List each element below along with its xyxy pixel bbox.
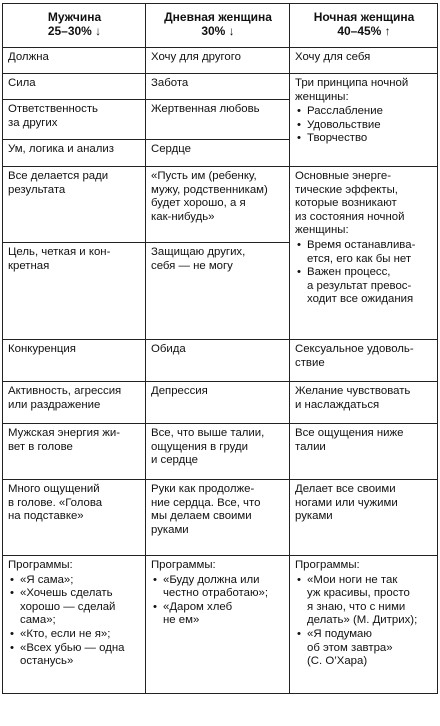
- header-title: Мужчина: [47, 10, 102, 24]
- text-line: ногами или чужими: [295, 496, 398, 509]
- cell: [3, 167, 146, 243]
- list-item-line: • «Я подумаю: [307, 627, 372, 640]
- table-row: [3, 556, 438, 694]
- table-row: [3, 167, 438, 243]
- text-line: кретная: [8, 259, 50, 272]
- text-line: результата: [8, 183, 66, 196]
- cell: [3, 382, 146, 424]
- list-item-line: честно отработаю»;: [163, 587, 269, 600]
- text-line: Хочу для себя: [295, 51, 371, 63]
- text-line: Должна: [8, 51, 49, 63]
- header-percent: 40–45% ↑: [337, 24, 391, 38]
- text-line: Сердце: [151, 143, 192, 155]
- cell: [3, 480, 146, 556]
- table-row: [3, 424, 438, 480]
- header-percent: 30% ↓: [201, 24, 235, 38]
- cell: [146, 167, 290, 243]
- cell: [3, 340, 146, 382]
- cell: [290, 424, 438, 480]
- cell: [290, 382, 438, 424]
- text-line: Активность, агрессия: [8, 385, 122, 397]
- text-line: Программы:: [295, 559, 360, 571]
- text-line: Мужская энергия жи-: [8, 427, 121, 439]
- cell: [146, 340, 290, 382]
- text-line: в голове. «Голова: [8, 496, 103, 509]
- text-line: Много ощущений: [8, 483, 100, 495]
- text-line: будет хорошо, а я: [151, 197, 246, 210]
- text-line: как-нибудь»: [151, 210, 215, 223]
- list-item-line: (С. О’Хара): [307, 655, 368, 668]
- list-item-line: • Расслабление: [307, 105, 383, 118]
- list-item: [163, 574, 285, 601]
- text-line: Программы:: [151, 559, 216, 571]
- list-item-line: • «Я сама»;: [20, 573, 74, 586]
- cell: [146, 424, 290, 480]
- text-line: или раздражение: [8, 398, 101, 411]
- cell: [146, 480, 290, 556]
- text-line: руками: [151, 523, 189, 536]
- text-line: ние сердца. Все, что: [151, 496, 261, 509]
- cell: [146, 74, 290, 100]
- list-item: [20, 574, 141, 588]
- text-line: Все ощущения ниже: [295, 427, 404, 439]
- list-item-line: • Время останавлива-: [307, 238, 416, 251]
- list-item-line: ется, его как бы нет: [307, 252, 412, 265]
- text-line: ствие: [295, 356, 325, 369]
- text-line: Три принципа ночной: [295, 77, 409, 89]
- cell: [290, 480, 438, 556]
- list-item: [20, 628, 141, 642]
- list-item: [307, 132, 433, 146]
- text-line: и сердце: [151, 454, 199, 467]
- list-item: [307, 119, 433, 133]
- cell: [146, 140, 290, 167]
- cell-programs-day: [146, 556, 290, 694]
- header-day-woman: [146, 4, 290, 48]
- list-item-line: • «Кто, если не я»;: [20, 627, 111, 640]
- cell: [146, 382, 290, 424]
- text-line: «Пусть им (ребенку,: [151, 170, 257, 182]
- table-row: [3, 74, 438, 100]
- text-line: и наслаждаться: [295, 398, 380, 411]
- text-line: Желание чувствовать: [295, 385, 411, 397]
- table-row: [3, 480, 438, 556]
- text-line: Забота: [151, 77, 189, 89]
- list-item: [20, 642, 141, 669]
- text-line: женщины:: [295, 224, 349, 237]
- text-line: Обида: [151, 343, 186, 355]
- list-item: [307, 628, 433, 669]
- list-item-line: делать» (М. Дитрих);: [307, 614, 418, 627]
- text-line: Защищаю других,: [151, 246, 246, 258]
- list-item-line: • «Даром хлеб: [163, 600, 233, 613]
- text-line: мы делаем своими: [151, 510, 252, 523]
- text-line: руками: [295, 510, 333, 523]
- list-item-line: • «Буду должна или: [163, 573, 260, 586]
- cell-effects: [290, 167, 438, 340]
- list-item-line: • Важен процесс,: [307, 266, 391, 279]
- table-row: [3, 340, 438, 382]
- list-item: [307, 105, 433, 119]
- text-line: себя — не могу: [151, 259, 233, 272]
- list-item-line: я знаю, что с ними: [307, 600, 406, 613]
- text-line: за других: [8, 116, 58, 129]
- cell: [3, 48, 146, 74]
- text-line: Основные энерге-: [295, 170, 392, 182]
- list-item-line: останусь»: [20, 655, 74, 668]
- cell: [146, 48, 290, 74]
- text-line: Цель, четкая и кон-: [8, 246, 111, 258]
- list-item: [307, 239, 433, 266]
- table-row: [3, 48, 438, 74]
- cell: [146, 100, 290, 140]
- text-line: Ответственность: [8, 103, 98, 115]
- list-item: [307, 574, 433, 628]
- list-item-line: сама»;: [20, 614, 56, 627]
- text-line: которые возникают: [295, 197, 397, 210]
- list-item-line: • Удовольствие: [307, 118, 381, 131]
- list-item: [163, 601, 285, 628]
- text-line: Конкуренция: [8, 343, 76, 355]
- comparison-table: [2, 3, 438, 694]
- text-line: тические эффекты,: [295, 183, 398, 196]
- cell: [3, 424, 146, 480]
- list-item-line: • Творчество: [307, 132, 368, 145]
- list-item-line: уж красивы, просто: [307, 587, 410, 600]
- header-title: Дневная женщина: [164, 10, 272, 24]
- cell: [3, 140, 146, 167]
- cell: [3, 100, 146, 140]
- text-line: женщины:: [295, 90, 349, 103]
- cell: [3, 74, 146, 100]
- text-line: Все, что выше талии,: [151, 427, 265, 439]
- text-line: Сексуальное удоволь-: [295, 343, 414, 355]
- header-night-woman: [290, 4, 438, 48]
- cell: [3, 243, 146, 340]
- list-item-line: а результат превос-: [307, 279, 412, 292]
- cell-principles: [290, 74, 438, 167]
- header-man: [3, 4, 146, 48]
- text-line: Все делается ради: [8, 170, 109, 182]
- list-item-line: • «Хочешь сделать: [20, 587, 113, 600]
- header-row: [3, 4, 438, 48]
- text-line: Депрессия: [151, 385, 208, 397]
- table-row: [3, 382, 438, 424]
- list-item-line: ходит все ожидания: [307, 293, 414, 306]
- text-line: Делает все своими: [295, 483, 396, 495]
- list-item-line: • «Мои ноги не так: [307, 573, 398, 586]
- list-item-line: хорошо — сделай: [20, 600, 116, 613]
- list-item: [307, 266, 433, 307]
- text-line: Ум, логика и анализ: [8, 143, 114, 155]
- header-title: Ночная женщина: [313, 10, 415, 24]
- cell: [290, 48, 438, 74]
- text-line: Жертвенная любовь: [151, 103, 260, 115]
- cell: [290, 340, 438, 382]
- text-line: вет в голове: [8, 440, 73, 453]
- text-line: из состояния ночной: [295, 210, 405, 223]
- text-line: на подставке»: [8, 510, 84, 523]
- text-line: мужу, родственникам): [151, 183, 268, 196]
- cell: [146, 243, 290, 340]
- text-line: Сила: [8, 77, 36, 89]
- list-item: [20, 587, 141, 628]
- text-line: Хочу для другого: [151, 51, 242, 63]
- header-percent: 25–30% ↓: [47, 24, 102, 38]
- text-line: Программы:: [8, 559, 73, 571]
- text-line: талии: [295, 440, 326, 453]
- list-item-line: не ем»: [163, 614, 200, 627]
- list-item-line: • «Всех убью — одна: [20, 641, 125, 654]
- text-line: ощущения в груди: [151, 440, 248, 453]
- cell-programs-man: [3, 556, 146, 694]
- text-line: Руки как продолже-: [151, 483, 255, 495]
- cell-programs-night: [290, 556, 438, 694]
- list-item-line: об этом завтра»: [307, 641, 393, 654]
